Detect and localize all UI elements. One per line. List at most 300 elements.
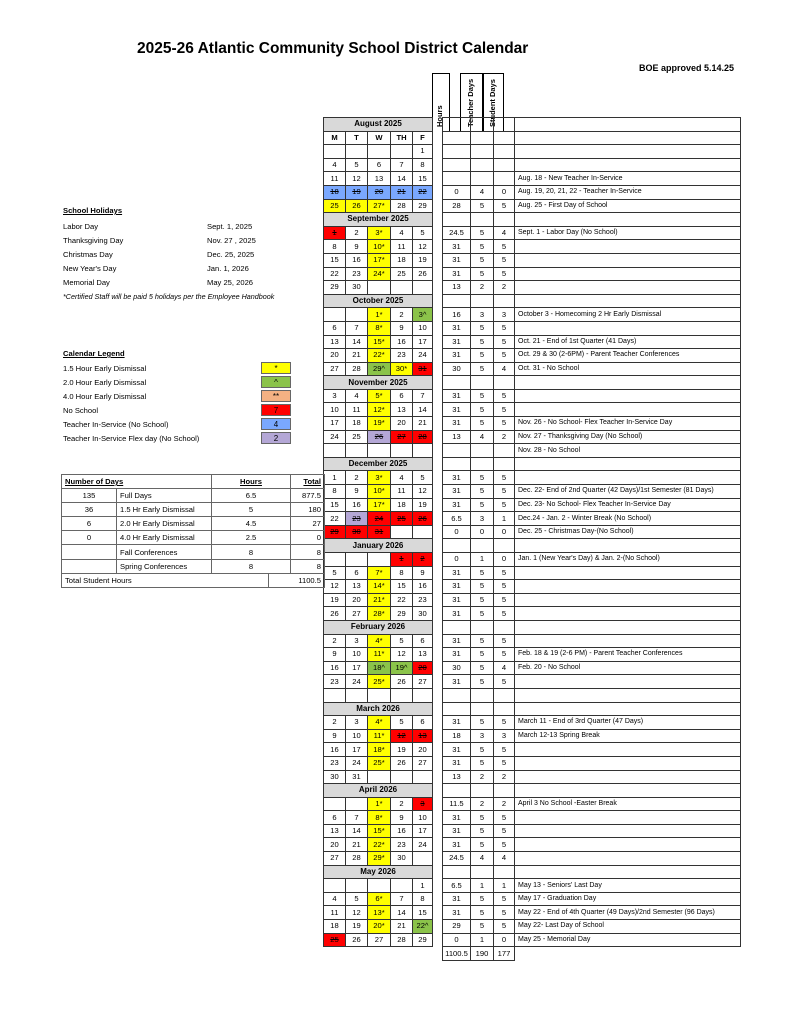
- week-note: [515, 811, 741, 825]
- calendar-day: 24: [413, 838, 433, 852]
- week-note: Dec.24 - Jan. 2 - Winter Break (No School): [515, 512, 741, 526]
- calendar-day: 20: [413, 661, 433, 675]
- teacher-days-cell: 5: [471, 471, 494, 485]
- calendar-day: 13: [324, 335, 346, 349]
- calendar-day: 5: [391, 716, 413, 730]
- empty-cell: [494, 457, 515, 471]
- calendar-day: 16: [346, 253, 368, 267]
- calendar-day: 5: [413, 471, 433, 485]
- calendar-day: 5: [324, 566, 346, 580]
- empty-day: [346, 688, 368, 702]
- teacher-days-header-label: Teacher Days: [465, 78, 475, 127]
- empty-cell: [494, 784, 515, 798]
- calendar-day: 27: [413, 675, 433, 689]
- week-note: [515, 634, 741, 648]
- calendar-day: 24: [368, 512, 391, 526]
- month-name: February 2026: [324, 620, 433, 634]
- calendar-day: 26: [391, 675, 413, 689]
- teacher-days-cell: 5: [471, 661, 494, 675]
- calendar-day: 15: [391, 580, 413, 594]
- calendar-day: 10*: [368, 485, 391, 499]
- calendar-week-row: [324, 553, 741, 567]
- month-header-row: [324, 294, 741, 308]
- spacer-cell: [433, 824, 443, 838]
- days-total: 8: [291, 559, 325, 573]
- hours-cell: 18: [443, 729, 471, 743]
- days-count: 135: [62, 489, 117, 503]
- calendar-day: 5*: [368, 389, 391, 403]
- empty-day: [324, 688, 346, 702]
- calendar-day: 16: [391, 335, 413, 349]
- empty-cell: [494, 865, 515, 879]
- spacer-cell: [433, 281, 443, 295]
- calendar-day: 31: [368, 525, 391, 539]
- week-note: Feb. 18 & 19 (2-6 PM) - Parent Teacher Conferences: [515, 648, 741, 662]
- empty-day: [324, 553, 346, 567]
- student-days-cell: 0: [494, 553, 515, 567]
- calendar-day: 21*: [368, 593, 391, 607]
- spacer-cell: [433, 444, 443, 458]
- spacer-cell: [433, 580, 443, 594]
- empty-cell: [515, 865, 741, 879]
- calendar-day: 6: [324, 811, 346, 825]
- month-name: April 2026: [324, 784, 433, 798]
- days-total: 0: [291, 531, 325, 545]
- empty-cell: [433, 784, 443, 798]
- calendar-day: 15: [324, 498, 346, 512]
- hours-cell: 31: [443, 417, 471, 431]
- week-note: [515, 566, 741, 580]
- hours-cell: [443, 172, 471, 186]
- week-note: [515, 253, 741, 267]
- spacer-cell: [433, 485, 443, 499]
- days-label: Full Days: [117, 489, 212, 503]
- student-days-cell: 4: [494, 852, 515, 866]
- days-label: Fall Conferences: [117, 545, 212, 559]
- empty-day: [368, 145, 391, 159]
- days-header-row: [62, 475, 325, 489]
- spacer-cell: [433, 811, 443, 825]
- calendar-week-row: [324, 498, 741, 512]
- days-count: 36: [62, 503, 117, 517]
- calendar-day: 14: [346, 335, 368, 349]
- hours-cell: 31: [443, 648, 471, 662]
- student-days-cell: 5: [494, 648, 515, 662]
- legend-label: Teacher In-Service Flex day (No School): [63, 434, 200, 443]
- days-row: [62, 559, 325, 573]
- calendar-day: 13*: [368, 906, 391, 920]
- week-note: Aug. 25 - First Day of School: [515, 199, 741, 213]
- holidays-heading: School Holidays: [63, 206, 123, 215]
- spacer-cell: [433, 172, 443, 186]
- calendar-day: 9: [346, 240, 368, 254]
- empty-cell: [494, 213, 515, 227]
- days-row: [62, 517, 325, 531]
- empty-day: [413, 688, 433, 702]
- spacer-cell: [433, 389, 443, 403]
- month-name: December 2025: [324, 457, 433, 471]
- empty-cell: [515, 702, 741, 716]
- calendar-day: 18: [391, 253, 413, 267]
- calendar-week-row: [324, 729, 741, 743]
- student-days-cell: 0: [494, 933, 515, 947]
- calendar-week-row: [324, 661, 741, 675]
- calendar-day: 28: [413, 430, 433, 444]
- teacher-days-cell: 4: [471, 430, 494, 444]
- hours-cell: 13: [443, 430, 471, 444]
- calendar-day: 10: [346, 648, 368, 662]
- teacher-days-cell: [471, 158, 494, 172]
- empty-day: [368, 281, 391, 295]
- calendar-day: 3^: [413, 308, 433, 322]
- student-days-cell: 5: [494, 920, 515, 934]
- calendar-week-row: [324, 824, 741, 838]
- week-note: Dec. 22- End of 2nd Quarter (42 Days)/1st Semester (81 Days): [515, 485, 741, 499]
- hours-cell: 16: [443, 308, 471, 322]
- calendar-day: 9: [346, 485, 368, 499]
- empty-cell: [443, 539, 471, 553]
- hours-cell: 31: [443, 580, 471, 594]
- empty-day: [324, 444, 346, 458]
- teacher-days-cell: 5: [471, 417, 494, 431]
- calendar-day: 27: [391, 430, 413, 444]
- hours-cell: 24.5: [443, 852, 471, 866]
- calendar-day: 1*: [368, 308, 391, 322]
- empty-cell: [391, 947, 413, 961]
- calendar-day: 24: [413, 349, 433, 363]
- empty-cell: [433, 118, 443, 132]
- teacher-days-cell: 5: [471, 226, 494, 240]
- calendar-day: 20: [391, 417, 413, 431]
- hours-cell: 31: [443, 892, 471, 906]
- spacer-cell: [433, 553, 443, 567]
- calendar-day: 19*: [368, 417, 391, 431]
- days-label: 4.0 Hr Early Dismissal: [117, 531, 212, 545]
- hours-cell: 0: [443, 185, 471, 199]
- days-header-hours: Hours: [212, 475, 291, 489]
- spacer-cell: [433, 417, 443, 431]
- spacer-cell: [433, 240, 443, 254]
- calendar-day: 30: [324, 770, 346, 784]
- calendar-day: 6: [391, 389, 413, 403]
- calendar-day: 13: [391, 403, 413, 417]
- calendar-day: 28: [391, 933, 413, 947]
- calendar-day: 16: [391, 824, 413, 838]
- calendar-day: 23: [413, 593, 433, 607]
- calendar-day: 3: [346, 634, 368, 648]
- calendar-day: 2: [391, 308, 413, 322]
- student-days-cell: 0: [494, 525, 515, 539]
- spacer-cell: [433, 648, 443, 662]
- calendar-day: 26: [413, 512, 433, 526]
- hours-cell: 31: [443, 349, 471, 363]
- spacer-cell: [433, 661, 443, 675]
- calendar-week-row: [324, 430, 741, 444]
- calendar-day: 20: [368, 185, 391, 199]
- days-count: 0: [62, 531, 117, 545]
- student-days-cell: 5: [494, 349, 515, 363]
- empty-cell: [494, 539, 515, 553]
- week-note: May 17 - Graduation Day: [515, 892, 741, 906]
- empty-day: [346, 553, 368, 567]
- calendar-day: 6: [413, 634, 433, 648]
- hours-cell: 0: [443, 553, 471, 567]
- calendar-day: 21: [391, 185, 413, 199]
- calendar-day: 25: [391, 267, 413, 281]
- calendar-day: 6: [346, 566, 368, 580]
- calendar-day: 22^: [413, 920, 433, 934]
- calendar-day: 20: [324, 349, 346, 363]
- empty-day: [324, 308, 346, 322]
- empty-cell: [413, 947, 433, 961]
- calendar-day: 6: [413, 716, 433, 730]
- calendar-day: 29*: [368, 852, 391, 866]
- calendar-week-row: [324, 267, 741, 281]
- calendar-day: 19: [346, 920, 368, 934]
- calendar-day: 25: [391, 512, 413, 526]
- spacer-cell: [433, 471, 443, 485]
- empty-cell: [443, 376, 471, 390]
- calendar-day: 9: [391, 811, 413, 825]
- calendar-day: 27: [413, 756, 433, 770]
- days-header-number: Number of Days: [62, 475, 212, 489]
- week-note: [515, 281, 741, 295]
- spacer-cell: [433, 906, 443, 920]
- spacer-cell: [433, 797, 443, 811]
- calendar-day: 19: [413, 498, 433, 512]
- calendar-day: 5: [346, 892, 368, 906]
- student-days-cell: [494, 172, 515, 186]
- weekday-label: F: [413, 131, 433, 145]
- hours-cell: 31: [443, 607, 471, 621]
- calendar-day: 26: [324, 607, 346, 621]
- calendar-day: 29^: [368, 362, 391, 376]
- calendar-day: 16: [346, 498, 368, 512]
- empty-cell: [471, 376, 494, 390]
- calendar-day: 14: [346, 824, 368, 838]
- calendar-day: 29: [391, 607, 413, 621]
- spacer-cell: [433, 770, 443, 784]
- week-note: [515, 471, 741, 485]
- empty-cell: [346, 947, 368, 961]
- calendar-day: 5: [346, 158, 368, 172]
- empty-cell: [443, 865, 471, 879]
- holiday-date: Dec. 25, 2025: [207, 250, 255, 259]
- calendar-day: 10: [413, 321, 433, 335]
- teacher-days-cell: 5: [471, 485, 494, 499]
- week-note: Nov. 27 - Thanksgiving Day (No School): [515, 430, 741, 444]
- spacer-cell: [433, 267, 443, 281]
- calendar-day: 30: [391, 852, 413, 866]
- empty-cell: [471, 702, 494, 716]
- teacher-days-cell: 5: [471, 593, 494, 607]
- hours-cell: 28: [443, 199, 471, 213]
- calendar-day: 13: [324, 824, 346, 838]
- teacher-days-cell: 5: [471, 906, 494, 920]
- empty-cell: [433, 865, 443, 879]
- spacer-cell: [433, 892, 443, 906]
- empty-cell: [471, 457, 494, 471]
- calendar-day: 19: [324, 593, 346, 607]
- student-days-cell: 5: [494, 240, 515, 254]
- empty-cell: [324, 947, 346, 961]
- calendar-week-row: [324, 389, 741, 403]
- calendar-day: 22: [324, 267, 346, 281]
- calendar-week-row: [324, 770, 741, 784]
- calendar-week-row: [324, 879, 741, 893]
- calendar-week-row: [324, 852, 741, 866]
- spacer-cell: [433, 335, 443, 349]
- empty-cell: [443, 702, 471, 716]
- calendar-day: 17*: [368, 253, 391, 267]
- calendar-day: 29: [324, 281, 346, 295]
- student-days-cell: 5: [494, 389, 515, 403]
- calendar-day: 12: [391, 648, 413, 662]
- teacher-days-cell: 5: [471, 349, 494, 363]
- days-total: 180: [291, 503, 325, 517]
- teacher-days-cell: 5: [471, 838, 494, 852]
- month-header-row: [324, 784, 741, 798]
- week-note: Dec. 23- No School- Flex Teacher In-Service Day: [515, 498, 741, 512]
- student-days-cell: [494, 444, 515, 458]
- empty-day: [391, 879, 413, 893]
- spacer-cell: [433, 512, 443, 526]
- student-days-cell: 0: [494, 185, 515, 199]
- hours-cell: 6.5: [443, 879, 471, 893]
- teacher-days-cell: 5: [471, 743, 494, 757]
- calendar-week-row: [324, 688, 741, 702]
- holiday-date: Jan. 1, 2026: [207, 264, 249, 273]
- student-days-cell: 5: [494, 403, 515, 417]
- calendar-body: [324, 118, 741, 961]
- calendar-day: 27*: [368, 199, 391, 213]
- calendar-day: 17*: [368, 498, 391, 512]
- calendar-week-row: [324, 281, 741, 295]
- student-days-cell: 1: [494, 512, 515, 526]
- empty-cell: [515, 784, 741, 798]
- hours-cell: 11.5: [443, 797, 471, 811]
- student-days-cell: 4: [494, 661, 515, 675]
- calendar-day: 20: [324, 838, 346, 852]
- empty-day: [368, 770, 391, 784]
- calendar-day: 19: [391, 743, 413, 757]
- month-header-row: [324, 376, 741, 390]
- week-note: [515, 743, 741, 757]
- calendar-day: 17: [346, 743, 368, 757]
- month-header-row: [324, 539, 741, 553]
- teacher-days-cell: 0: [471, 525, 494, 539]
- empty-cell: [494, 376, 515, 390]
- days-label: 2.0 Hr Early Dismissal: [117, 517, 212, 531]
- month-header-row: [324, 702, 741, 716]
- calendar-day: 18: [346, 417, 368, 431]
- calendar-day: 16: [413, 580, 433, 594]
- calendar-day: 13: [413, 729, 433, 743]
- student-days-cell: 5: [494, 199, 515, 213]
- student-days-cell: 5: [494, 906, 515, 920]
- spacer-cell: [433, 743, 443, 757]
- calendar-day: 27: [324, 362, 346, 376]
- calendar-week-row: [324, 743, 741, 757]
- teacher-days-cell: 2: [471, 281, 494, 295]
- teacher-days-cell: 5: [471, 648, 494, 662]
- calendar-day: 22*: [368, 838, 391, 852]
- calendar-day: 11*: [368, 648, 391, 662]
- empty-day: [324, 145, 346, 159]
- spacer-cell: [433, 566, 443, 580]
- calendar-day: 10*: [368, 240, 391, 254]
- month-name: May 2026: [324, 865, 433, 879]
- empty-day: [324, 879, 346, 893]
- empty-cell: [494, 702, 515, 716]
- calendar-day: 17: [413, 335, 433, 349]
- calendar-week-row: [324, 335, 741, 349]
- empty-day: [368, 879, 391, 893]
- calendar-week-row: [324, 512, 741, 526]
- teacher-days-cell: 5: [471, 566, 494, 580]
- calendar-day: 25*: [368, 756, 391, 770]
- student-days-cell: 5: [494, 417, 515, 431]
- empty-cell: [471, 620, 494, 634]
- calendar-day: 7*: [368, 566, 391, 580]
- calendar-week-row: [324, 920, 741, 934]
- hours-cell: 31: [443, 743, 471, 757]
- month-header-row: [324, 213, 741, 227]
- calendar-week-row: [324, 607, 741, 621]
- hours-cell: 24.5: [443, 226, 471, 240]
- legend-label: No School: [63, 406, 99, 415]
- calendar-day: 31: [346, 770, 368, 784]
- empty-day: [324, 797, 346, 811]
- calendar-day: 2: [324, 716, 346, 730]
- student-days-cell: 5: [494, 267, 515, 281]
- calendar-day: 7: [413, 389, 433, 403]
- legend-label: Teacher In-Service (No School): [63, 420, 169, 429]
- calendar-day: 24: [346, 675, 368, 689]
- days-total: 877.5: [291, 489, 325, 503]
- week-note: [515, 838, 741, 852]
- empty-cell: [443, 131, 471, 145]
- spacer-cell: [433, 349, 443, 363]
- empty-cell: [433, 457, 443, 471]
- calendar-day: 18: [391, 498, 413, 512]
- week-note: Oct. 31 - No School: [515, 362, 741, 376]
- student-days-cell: [494, 145, 515, 159]
- teacher-days-cell: [471, 145, 494, 159]
- calendar-day: 15*: [368, 335, 391, 349]
- calendar-day: 29: [324, 525, 346, 539]
- days-row: [62, 531, 325, 545]
- calendar-week-row: [324, 593, 741, 607]
- weekday-label: T: [346, 131, 368, 145]
- calendar-day: 8: [324, 485, 346, 499]
- empty-cell: [471, 865, 494, 879]
- calendar-day: 9: [391, 321, 413, 335]
- spacer-cell: [433, 308, 443, 322]
- days-summary-table: [61, 474, 325, 588]
- hours-cell: 0: [443, 933, 471, 947]
- empty-day: [346, 797, 368, 811]
- empty-cell: [368, 947, 391, 961]
- teacher-days-cell: 5: [471, 892, 494, 906]
- empty-cell: [443, 213, 471, 227]
- calendar-day: 29: [413, 933, 433, 947]
- spacer-cell: [433, 607, 443, 621]
- empty-cell: [443, 457, 471, 471]
- calendar-day: 11: [324, 906, 346, 920]
- empty-cell: [433, 376, 443, 390]
- calendar-day: 14: [413, 403, 433, 417]
